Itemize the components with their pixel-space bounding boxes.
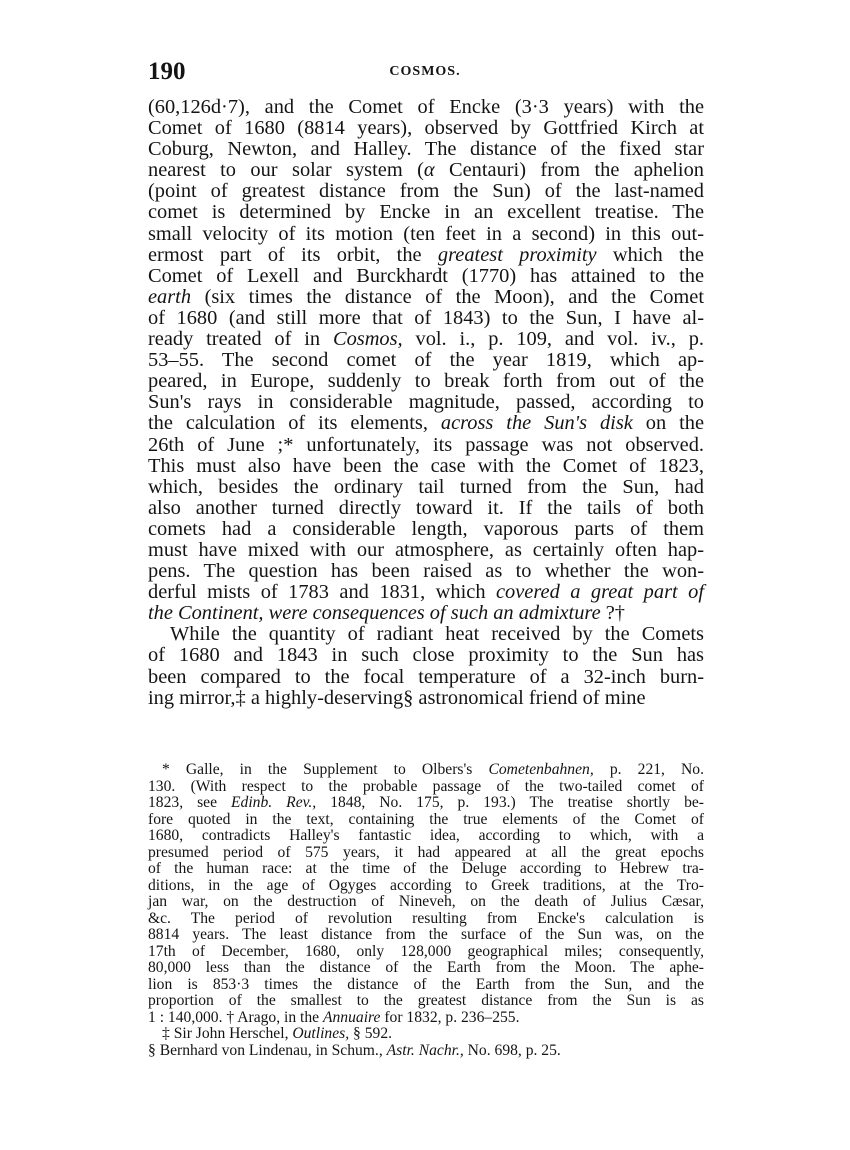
- text-segment: (point of greatest distance from the Sun) of the last-named: [148, 180, 704, 203]
- italic-text: Cosmos,: [332, 328, 403, 351]
- text-segment: lion is 853·3 times the distance of the Earth from the Sun, and the: [148, 975, 704, 993]
- italic-text: α: [423, 159, 435, 182]
- text-line: [148, 118, 704, 139]
- text-line: [148, 603, 704, 624]
- italic-text: earth: [148, 285, 192, 308]
- italic-text: Edinb. Rev.,: [231, 794, 317, 811]
- text-segment: been compared to the focal temperature of a 32-inch burn-: [148, 665, 704, 688]
- text-segment: * Galle, in the Supplement to Olbers's: [162, 761, 489, 778]
- text-segment: 17th of December, 1680, only 128,000 geographical miles; consequently,: [148, 942, 704, 960]
- italic-text: Cometenbahnen,: [488, 761, 594, 778]
- text-segment: 130. (With respect to the probable passage of the two-tailed comet of: [148, 777, 704, 795]
- italic-text: Outlines,: [292, 1025, 350, 1042]
- text-line: [148, 202, 704, 223]
- footnote-line: [148, 861, 704, 878]
- text-segment: of the human race: at the time of the Deluge according to Hebrew tra-: [148, 860, 704, 877]
- italic-text: across the Sun's disk: [440, 412, 633, 435]
- text-segment: Centauri) from the aphelion: [434, 159, 704, 182]
- text-segment: small velocity of its motion (ten feet in a second) in this out-: [148, 222, 704, 245]
- text-line: [148, 287, 704, 308]
- text-segment: the calculation of its elements,: [148, 412, 441, 435]
- text-segment: ‡ Sir John Herschel,: [162, 1025, 293, 1042]
- text-segment: which, besides the ordinary tail turned from the Sun, had: [148, 475, 704, 498]
- text-line: [148, 139, 704, 160]
- text-segment: § 592.: [349, 1025, 393, 1042]
- text-line: [148, 688, 704, 709]
- text-segment: No. 698, p. 25.: [463, 1041, 561, 1059]
- text-segment: of 1680 and 1843 in such close proximity to the Sun has: [148, 644, 704, 667]
- text-line: [148, 498, 704, 519]
- page-number: 190: [148, 58, 186, 85]
- footnote-line: [148, 911, 704, 928]
- text-line: [148, 456, 704, 477]
- italic-text: greatest proximity: [437, 243, 597, 266]
- text-line: [148, 392, 704, 413]
- text-segment: 8814 years. The least distance from the surface of the Sun was, on the: [148, 926, 704, 943]
- text-line: [148, 582, 704, 603]
- footnote-line: [148, 762, 704, 779]
- footnote-line: [148, 828, 704, 845]
- text-segment: Comet of Lexell and Burckhardt (1770) has attained to the: [148, 264, 704, 287]
- text-line: [148, 413, 704, 434]
- text-segment: This must also have been the case with the Comet of 1823,: [148, 454, 704, 477]
- text-line: [148, 435, 704, 456]
- text-line: [148, 519, 704, 540]
- text-segment: derful mists of 1783 and 1831, which: [148, 581, 496, 604]
- text-segment: ?†: [600, 602, 625, 625]
- italic-text: covered a great part of: [496, 581, 704, 604]
- text-line: [148, 308, 704, 329]
- text-segment: p. 221, No.: [593, 761, 704, 778]
- text-line: [148, 667, 704, 688]
- text-segment: (60,126d·7), and the Comet of Encke (3·3 years) with the: [148, 96, 704, 118]
- footnote-line: [148, 795, 704, 812]
- footnote-line: [148, 812, 704, 829]
- footnote-line: [148, 944, 704, 961]
- text-line: [148, 350, 704, 371]
- text-segment: ermost part of its orbit, the: [148, 243, 438, 266]
- footnote-line: [148, 993, 704, 1010]
- footnote-line: [148, 894, 704, 911]
- text-segment: § Bernhard von Lindenau, in Schum.,: [148, 1041, 387, 1059]
- text-segment: must have mixed with our atmosphere, as certainly often hap-: [148, 538, 704, 561]
- footnote-line: [148, 878, 704, 895]
- italic-text: Astr. Nachr.,: [386, 1041, 464, 1059]
- text-segment: vol. i., p. 109, and vol. iv., p.: [402, 328, 704, 351]
- text-segment: peared, in Europe, suddenly to break forth from out of the: [148, 370, 704, 393]
- text-segment: of 1680 (and still more that of 1843) to the Sun, I have al-: [148, 306, 704, 329]
- text-segment: ditions, in the age of Ogyges according to Greek traditions, at the Tro-: [148, 876, 704, 894]
- text-line: [148, 540, 704, 561]
- text-segment: While the quantity of radiant heat received by the Comets: [170, 623, 704, 646]
- text-segment: comets had a considerable length, vaporous parts of them: [148, 517, 704, 540]
- italic-text: Annuaire: [322, 1008, 381, 1026]
- footnote-line: [148, 1043, 704, 1060]
- text-line: [148, 181, 704, 202]
- body-text: [148, 97, 704, 709]
- text-segment: 26th of June ;* unfortunately, its passage was not observed.: [148, 433, 704, 456]
- text-segment: 80,000 less than the distance of the Earth from the Moon. The aphe-: [148, 959, 704, 976]
- footnotes: [148, 762, 704, 1059]
- text-segment: also another turned directly toward it. If the tails of both: [148, 496, 704, 519]
- text-segment: 1823, see: [148, 794, 232, 811]
- text-segment: which the: [596, 243, 704, 266]
- text-segment: Sun's rays in considerable magnitude, passed, according to: [148, 391, 704, 414]
- text-segment: 1680, contradicts Halley's fantastic idea, according to which, with a: [148, 827, 704, 844]
- footnote-line: [148, 977, 704, 994]
- text-segment: pens. The question has been raised as to whether the won-: [148, 560, 704, 583]
- text-segment: on the: [632, 412, 705, 435]
- text-segment: Coburg, Newton, and Halley. The distance of the fixed star: [148, 138, 704, 161]
- text-segment: proportion of the smallest to the greatest distance from the Sun is as: [148, 992, 704, 1009]
- text-segment: 1 : 140,000. † Arago, in the: [148, 1008, 323, 1026]
- text-segment: for 1832, p. 236–255.: [380, 1008, 520, 1026]
- text-segment: comet is determined by Encke in an excellent treatise. The: [148, 201, 704, 224]
- text-segment: 1848, No. 175, p. 193.) The treatise shortly be-: [316, 794, 704, 811]
- text-segment: jan war, on the destruction of Nineveh, on the death of Julius Cæsar,: [148, 893, 704, 910]
- text-segment: &c. The period of revolution resulting from Encke's calculation is: [148, 909, 704, 927]
- text-line: [148, 624, 704, 645]
- text-line: [148, 477, 704, 498]
- text-line: [148, 266, 704, 287]
- text-line: [148, 371, 704, 392]
- text-line: [148, 561, 704, 582]
- text-line: [148, 245, 704, 266]
- running-head: COSMOS.: [389, 64, 461, 79]
- footnote-line: [148, 1026, 704, 1043]
- text-segment: nearest to our solar system (: [148, 159, 424, 182]
- text-segment: 53–55. The second comet of the year 1819, which ap-: [148, 349, 704, 372]
- text-segment: presumed period of 575 years, it had appeared at all the great epochs: [148, 843, 704, 861]
- text-line: [148, 160, 704, 181]
- text-segment: ing mirror,‡ a highly-deserving§ astronomical friend of mine: [148, 686, 646, 709]
- footnote-line: [148, 1010, 704, 1027]
- text-line: [148, 645, 704, 666]
- footnote-line: [148, 960, 704, 977]
- text-segment: ready treated of in: [148, 328, 333, 351]
- text-segment: Comet of 1680 (8814 years), observed by Gottfried Kirch at: [148, 117, 704, 140]
- text-line: [148, 97, 704, 118]
- page-header: [148, 50, 702, 90]
- text-line: [148, 329, 704, 350]
- text-line: [148, 224, 704, 245]
- text-segment: (six times the distance of the Moon), and the Comet: [191, 285, 704, 308]
- footnote-line: [148, 845, 704, 862]
- italic-text: the Continent, were consequences of such an admixture: [148, 602, 601, 625]
- text-segment: fore quoted in the text, containing the true elements of the Comet of: [148, 810, 704, 828]
- footnote-line: [148, 779, 704, 796]
- footnote-line: [148, 927, 704, 944]
